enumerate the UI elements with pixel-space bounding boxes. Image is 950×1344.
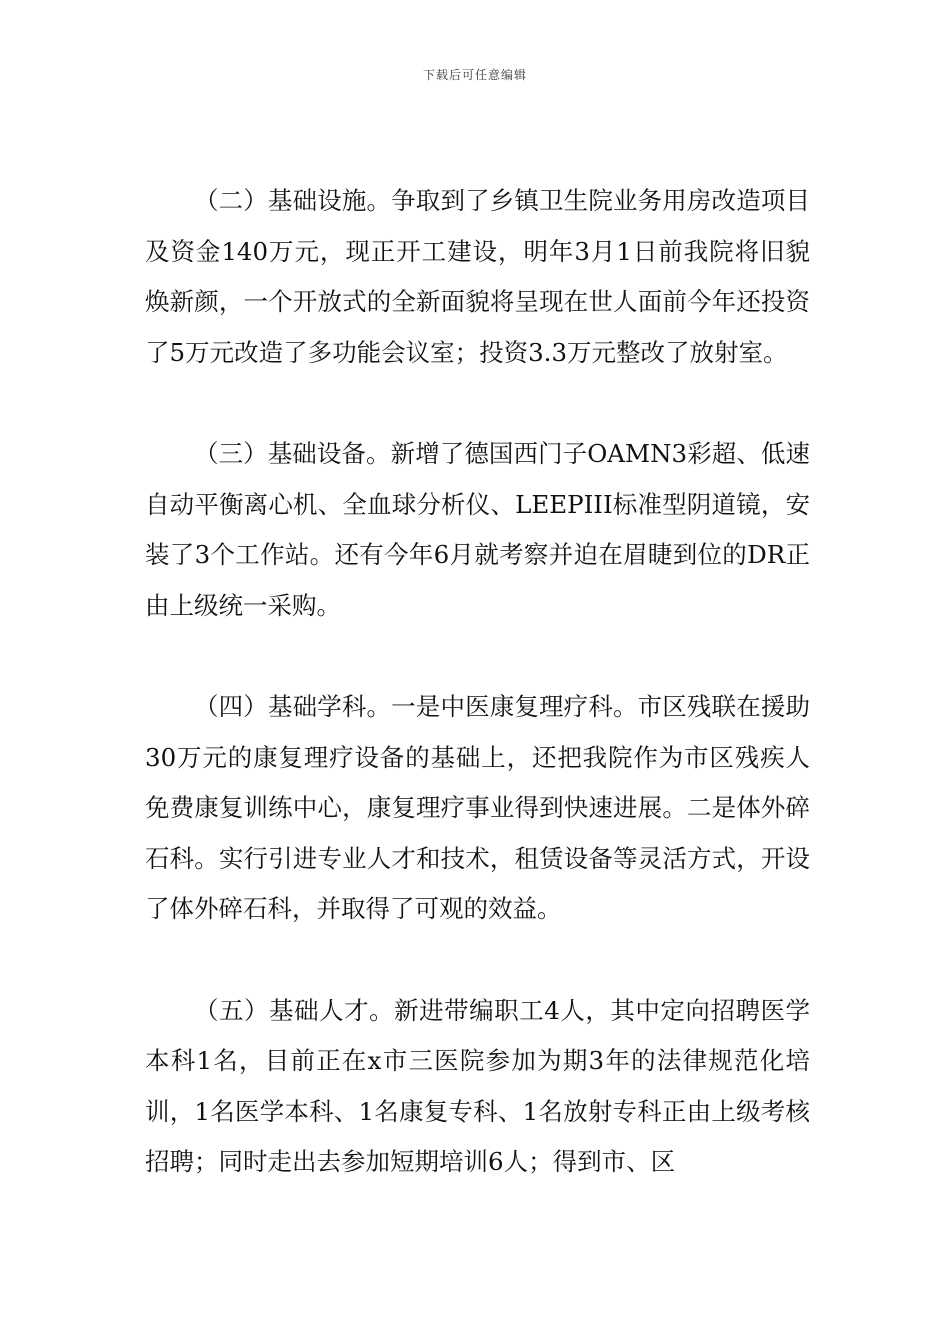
page-header: 下载后可任意编辑 (422, 68, 527, 82)
paragraph-infrastructure: （二）基础设施。争取到了乡镇卫生院业务用房改造项目及资金140万元，现正开工建设，明年3月1日前我院将旧貌焕新颜，一个开放式的全新面貌将呈现在世人面前今年还投资了5万元改造了多功能会议室；投资3.3万元整改了放射室。 (145, 186, 810, 367)
paragraph-equipment: （三）基础设备。新增了德国西门子OAMN3彩超、低速自动平衡离心机、全血球分析仪、LEEPIII标准型阴道镜，安装了3个工作站。还有今年6月就考察并迫在眉睫到位的DR正由上级统一采购。 (145, 439, 810, 620)
paragraph-talent: （五）基础人才。新进带编职工4人，其中定向招聘医学本科1名，目前正在x市三医院参加为期3年的法律规范化培训，1名医学本科、1名康复专科、1名放射专科正由上级考核招聘；同时走出去参加短期培训6人；得到市、区 (145, 995, 810, 1176)
paragraph-disciplines: （四）基础学科。一是中医康复理疗科。市区残联在援助30万元的康复理疗设备的基础上，还把我院作为市区残疾人免费康复训练中心，康复理疗事业得到快速进展。二是体外碎石科。实行引进专业人才和技术，租赁设备等灵活方式，开设了体外碎石科，并取得了可观的效益。 (145, 692, 810, 923)
document-body (145, 176, 810, 1239)
